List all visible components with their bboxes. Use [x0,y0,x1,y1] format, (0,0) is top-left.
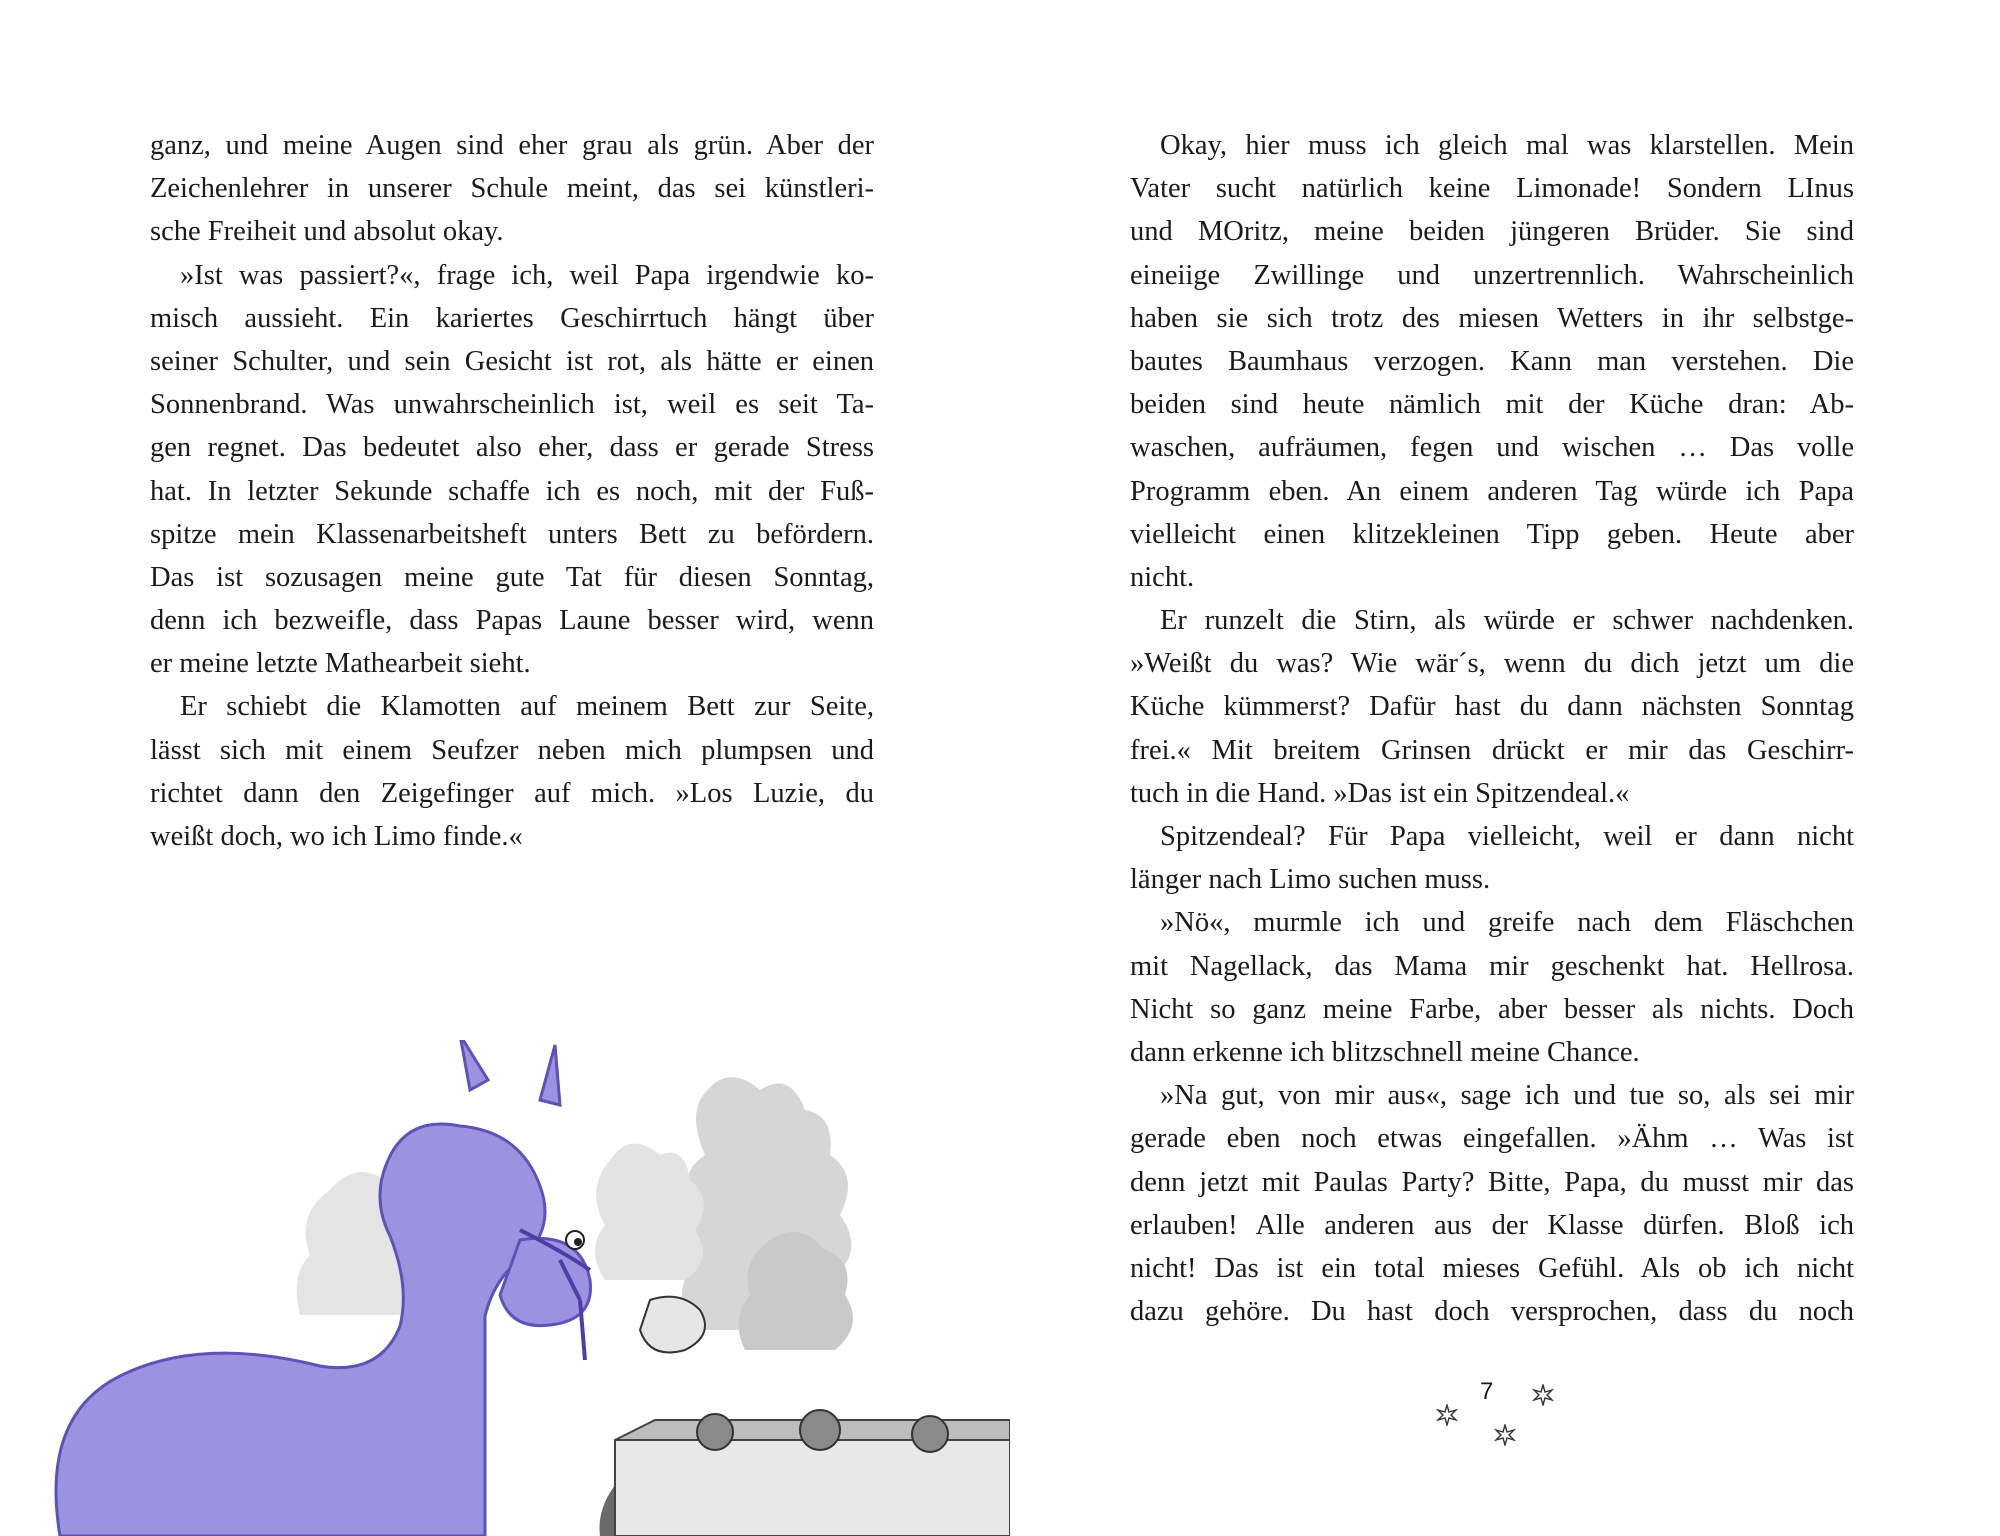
text-line: beiden sind heute nämlich mit der Küche dran: Ab- [1130,389,1854,421]
text-line: Er runzelt die Stirn, als würde er schwer nachdenken. [1160,605,1854,637]
text-line: ganz, und meine Augen sind eher grau als grün. Aber der [150,130,874,161]
text-line: Küche kümmerst? Dafür hast du dann nächsten Sonntag [1130,691,1854,723]
text-line: »Ist was passiert?«, frage ich, weil Papa irgendwie ko- [180,259,874,291]
text-line: haben sie sich trotz des miesen Wetters in ihr selbstge- [1130,302,1854,334]
text-line: erlauben! Alle anderen aus der Klasse dürfen. Bloß ich [1130,1209,1854,1241]
text-line: richtet dann den Zeigefinger auf mich. »Los Luzie, du [150,777,874,809]
text-line: nicht. [1130,561,1195,593]
text-line: gen regnet. Das bedeutet also eher, dass er gerade Stress [150,432,874,464]
text-line: mit Nagellack, das Mama mir geschenkt hat. Hellrosa. [1130,950,1854,982]
text-line: nicht! Das ist ein total mieses Gefühl. Als ob ich nicht [1130,1252,1854,1284]
star-icon [1532,1384,1554,1406]
text-line: spitze mein Klassenarbeitsheft unters Bett zu befördern. [150,518,874,550]
text-line: hat. In letzter Sekunde schaffe ich es noch, mit der Fuß- [150,475,874,507]
text-line: »Nö«, murmle ich und greife nach dem Fläschchen [1160,907,1854,939]
text-line: Zeichenlehrer in unserer Schule meint, das sei künstleri- [150,173,874,205]
text-line: und MOritz, meine beiden jüngeren Brüder. Sie sind [1130,216,1854,248]
text-line: misch aussieht. Ein kariertes Geschirrtuch hängt über [150,302,874,334]
text-line: Vater sucht natürlich keine Limonade! Sondern LInus [1130,173,1854,205]
page-number: 7 [1480,1378,1494,1405]
leaf-in-mouth [640,1297,705,1353]
planter-box [615,1410,1010,1536]
text-line: er meine letzte Mathearbeit sieht. [150,648,531,680]
text-line: frei.« Mit breitem Grinsen drückt er mir das Geschirr- [1130,734,1854,766]
text-line: gerade eben noch etwas eingefallen. »Ähm … Was ist [1130,1123,1854,1155]
star-icon [1494,1424,1516,1446]
text-line: vielleicht einen klitzekleinen Tipp geben. Heute aber [1130,518,1854,550]
text-line: lässt sich mit einem Seufzer neben mich plumpsen und [150,734,874,766]
text-line: Sonnenbrand. Was unwahrscheinlich ist, weil es seit Ta- [150,389,874,421]
text-line: eineiige Zwillinge und unzertrennlich. Wahrscheinlich [1130,259,1854,291]
text-line: Spitzendeal? Für Papa vielleicht, weil er dann nicht [1160,821,1854,852]
left-text-column [150,124,874,858]
text-line: dann erkenne ich blitzschnell meine Chance. [1130,1036,1640,1068]
llama-illustration [0,1040,1010,1536]
text-line: denn ich bezweifle, dass Papas Laune besser wird, wenn [150,605,874,637]
right-text-column [1130,124,1854,1333]
star-icon [1436,1404,1458,1426]
text-line: weißt doch, wo ich Limo finde.« [150,821,523,852]
text-line: Das ist sozusagen meine gute Tat für diesen Sonntag, [150,561,874,593]
text-line: dazu gehöre. Du hast doch versprochen, dass du noch [1130,1296,1854,1328]
text-line: Er schiebt die Klamotten auf meinem Bett zur Seite, [180,691,874,723]
text-line: »Na gut, von mir aus«, sage ich und tue so, als sei mir [1160,1080,1854,1112]
text-line: »Weißt du was? Wie wär´s, wenn du dich jetzt um die [1130,648,1854,680]
text-line: bautes Baumhaus verzogen. Kann man verstehen. Die [1130,345,1854,377]
text-line: Programm eben. An einem anderen Tag würde ich Papa [1130,475,1854,507]
text-line: denn jetzt mit Paulas Party? Bitte, Papa, du musst mir das [1130,1166,1854,1198]
text-line: länger nach Limo suchen muss. [1130,864,1491,896]
text-line: seiner Schulter, und sein Gesicht ist rot, als hätte er einen [150,345,874,377]
text-line: tuch in die Hand. »Das ist ein Spitzendeal.« [1130,777,1630,809]
text-line: waschen, aufräumen, fegen und wischen … Das volle [1130,432,1854,464]
text-line: Okay, hier muss ich gleich mal was klarstellen. Mein [1160,130,1854,161]
text-line: sche Freiheit und absolut okay. [150,216,504,248]
text-line: Nicht so ganz meine Farbe, aber besser als nichts. Doch [1130,993,1854,1025]
